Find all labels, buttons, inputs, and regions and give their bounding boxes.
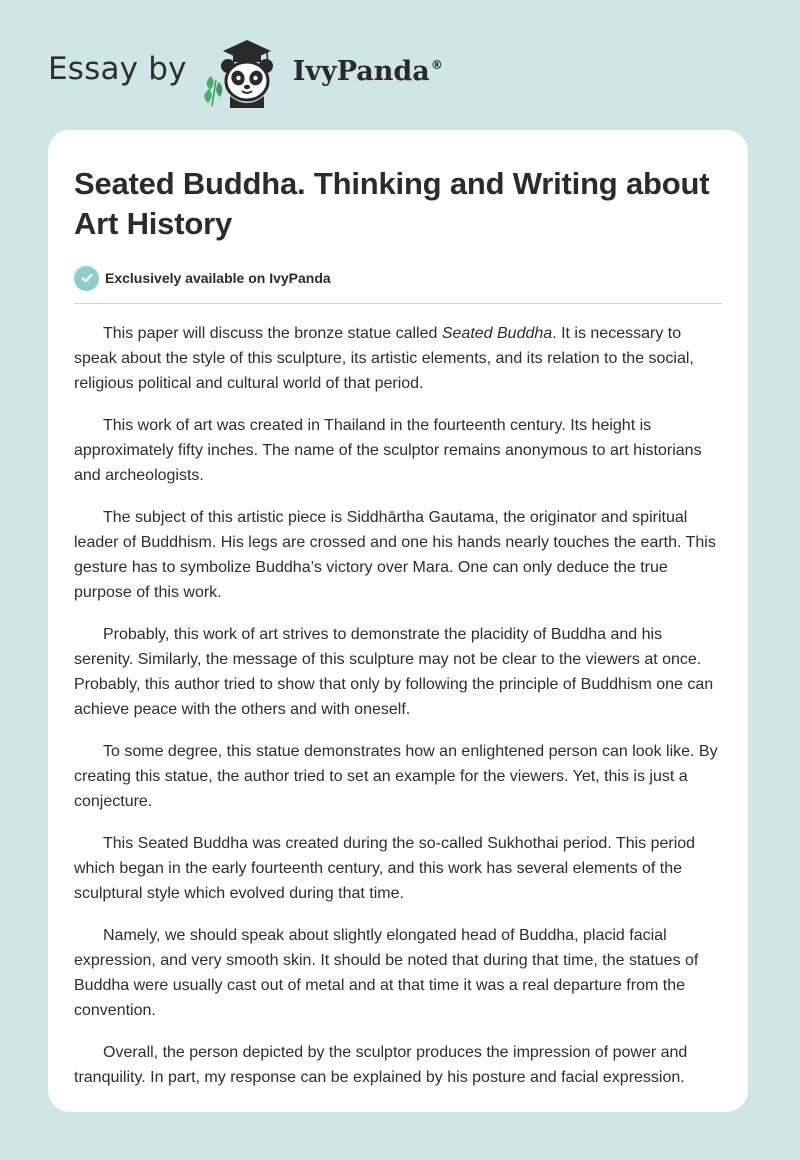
paragraph: Overall, the person depicted by the sculptor produces the impression of power and tranquility. In part, my response can be explained by his posture and facial expression. [74,1044,688,1086]
badge-label: Exclusively available on IvyPanda [105,270,331,286]
brand-name [293,56,443,87]
panda-mascot-icon [197,36,291,108]
divider [74,303,722,304]
paragraph: This work of art was created in Thailand in the fourteenth century. Its height is approximately fifty inches. The name of the sculptor remains anonymous to art historians and archeologists. [74,417,702,484]
site-logo[interactable] [48,36,443,108]
paragraph: The subject of this artistic piece is Siddhārtha Gautama, the originator and spiritual leader of Buddhism. His legs are crossed and one his hands nearly touches the earth. This gesture has to symbolize Buddha’s victory over Mara. One can only deduce the true purpose of this work. [74,509,716,601]
artwork-title: Seated Buddha [441,325,553,342]
paragraph: This Seated Buddha was created during the so-called Sukhothai period. This period which began in the early fourteenth century, and this work has several elements of the sculptural style which evolved during that time. [74,835,696,902]
paragraph-text: . It is necessary to speak about the style of this sculpture, its artistic elements, and its relation to the social, religious political and cultural world of that period. [74,325,694,392]
paragraph [74,321,722,396]
brand-name-text: IvyPanda [292,55,430,87]
exclusive-badge [74,265,722,291]
paragraph-text: This paper will discuss the bronze statue called [103,325,442,342]
paragraph: Probably, this work of art strives to demonstrate the placidity of Buddha and his serenity. Similarly, the message of this sculpture may not be clear to the viewers at once. Probably, this author tried to show that only by following the principle of Buddhism one can achieve peace with the others and with oneself. [74,626,714,718]
essay-body [74,321,722,1090]
paragraph: To some degree, this statue demonstrates how an enlightened person can look like. By creating this statue, the author tried to set an example for the viewers. Yet, this is just a conjecture. [74,743,718,810]
page-title: Seated Buddha. Thinking and Writing about Art History [74,166,710,241]
logo-prefix: Essay by [48,51,187,87]
paragraph: Namely, we should speak about slightly elongated head of Buddha, placid facial expression, and very smooth skin. It should be noted that during that time, the statues of Buddha were usually cast out of metal and at that time it was a real departure from the convention. [74,927,699,1019]
check-circle-icon [74,266,99,291]
essay-card [48,130,748,1112]
registered-mark: ® [430,57,443,72]
